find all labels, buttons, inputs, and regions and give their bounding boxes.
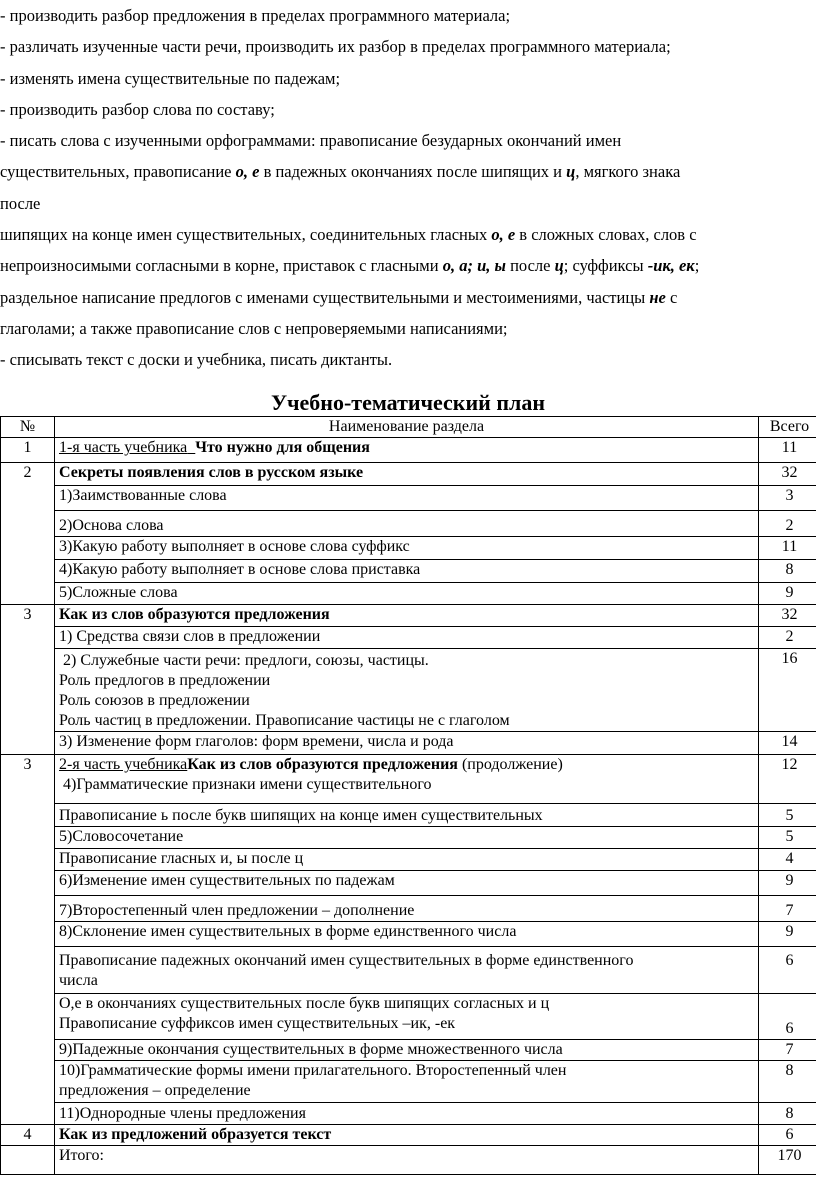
continuation: (продолжение)	[457, 756, 563, 773]
row-name: 7)Второстепенный член предложении – дополнение	[55, 896, 759, 922]
row-name: 6)Изменение имен существительных по падежам	[55, 871, 759, 896]
row-line: 4)Грамматические признаки имени существительного	[63, 776, 432, 793]
row-line: Правописание суффиксов имен существительных –ик, -ек	[59, 1015, 456, 1032]
row-num: 4	[1, 1125, 55, 1146]
page-title: Учебно-тематический план	[270, 390, 546, 415]
table-row	[1, 804, 816, 827]
table-row	[1, 649, 816, 732]
table-row	[1, 1040, 816, 1061]
row-line	[59, 755, 754, 775]
row-total: 11	[759, 438, 816, 463]
row-name	[55, 947, 759, 994]
table-row	[1, 560, 816, 583]
emphasis: не	[649, 287, 666, 307]
row-name: 1) Средства связи слов в предложении	[55, 627, 759, 649]
table-header-row	[1, 417, 816, 438]
table-row	[1, 605, 816, 627]
row-total: 11	[759, 537, 816, 560]
row-total: 5	[759, 804, 816, 827]
row-name: 1)Заимствованные слова	[55, 486, 759, 511]
emphasis: ц	[566, 162, 576, 182]
table-row	[1, 994, 816, 1040]
table-row	[1, 463, 816, 486]
table-row	[1, 871, 816, 896]
emphasis: ц	[554, 256, 564, 276]
table-row	[1, 583, 816, 605]
row-total: 9	[759, 871, 816, 896]
row-name: 3) Изменение форм глаголов: форм времени, числа и рода	[55, 732, 759, 755]
row-total: 3	[759, 486, 816, 511]
text: ;	[694, 256, 700, 276]
text: после	[505, 256, 555, 276]
table-row	[1, 755, 816, 804]
table-row	[1, 438, 816, 463]
intro-line: - писать слова с изученными орфограммами: правописание безударных окончаний имен	[0, 131, 622, 151]
row-line: предложения – определение	[59, 1082, 251, 1099]
table-row	[1, 1125, 816, 1146]
header-name: Наименование раздела	[55, 417, 759, 438]
table-row	[1, 511, 816, 537]
row-line: числа	[59, 972, 98, 989]
row-name: 9)Падежные окончания существительных в форме множественного числа	[55, 1040, 759, 1061]
row-total: 9	[759, 922, 816, 947]
intro-line: - изменять имена существительные по падежам;	[0, 68, 341, 88]
row-name: 5)Словосочетание	[55, 827, 759, 849]
row-total: 4	[759, 849, 816, 871]
intro-line: после	[0, 193, 41, 213]
total-label: Итого:	[55, 1146, 759, 1175]
row-line: 10)Грамматические формы имени прилагательного. Второстепенный член	[59, 1062, 567, 1079]
table-row	[1, 1061, 816, 1103]
table-row	[1, 896, 816, 922]
text: ; суффиксы	[563, 256, 648, 276]
row-num: 2	[1, 463, 55, 605]
row-line: 2) Служебные части речи: предлоги, союзы, частицы.	[59, 652, 429, 669]
row-total: 12	[759, 755, 816, 804]
row-line: Роль частиц в предложении. Правописание частицы не с глаголом	[59, 712, 510, 729]
intro-line: - различать изученные части речи, производить их разбор в пределах программного материала;	[0, 37, 671, 57]
emphasis: о, е	[491, 225, 516, 245]
text: , мягкого знака	[575, 162, 681, 182]
row-total: 8	[759, 1103, 816, 1125]
table-row	[1, 537, 816, 560]
intro-line: - списывать текст с доски и учебника, писать диктанты.	[0, 350, 393, 370]
row-name: Правописание ь после букв шипящих на конце имен существительных	[55, 804, 759, 827]
section-title: Секреты появления слов в русском языке	[55, 463, 759, 486]
row-total: 16	[759, 649, 816, 732]
section-title: Что нужно для общения	[195, 439, 370, 456]
intro-line	[0, 250, 816, 281]
header-num: №	[1, 417, 55, 438]
row-line: Роль союзов в предложении	[59, 692, 250, 709]
text: в сложных словах, слов с	[515, 225, 697, 245]
row-total: 7	[759, 1040, 816, 1061]
part-label: 2-я часть учебника	[59, 756, 188, 773]
text: раздельное написание предлогов с именами существительными и местоимениями, частицы	[0, 287, 650, 307]
text: в падежных окончаниях после шипящих и	[259, 162, 567, 182]
text: шипящих на конце имен существительных, соединительных гласных	[0, 225, 492, 245]
section-title: Как из слов образуются предложения	[187, 756, 458, 773]
text: существительных, правописание	[0, 162, 236, 182]
row-total: 2	[759, 627, 816, 649]
row-name: 5)Сложные слова	[55, 583, 759, 605]
row-name: 2)Основа слова	[55, 511, 759, 537]
row-total: 7	[759, 896, 816, 922]
row-total: 8	[759, 560, 816, 583]
section-title: Как из слов образуются предложения	[55, 605, 759, 627]
row-name	[55, 755, 759, 804]
table-row	[1, 947, 816, 994]
table-row	[1, 827, 816, 849]
row-total: 5	[759, 827, 816, 849]
row-line: О,е в окончаниях существительных после букв шипящих согласных и ц	[59, 995, 550, 1012]
thematic-plan-table	[0, 416, 816, 1175]
row-num: 3	[1, 605, 55, 755]
table-row	[1, 849, 816, 871]
row-total: 9	[759, 583, 816, 605]
row-name: 8)Склонение имен существительных в форме единственного числа	[55, 922, 759, 947]
row-name	[55, 438, 759, 463]
table-row	[1, 627, 816, 649]
row-num-empty	[1, 1146, 55, 1175]
row-total: 14	[759, 732, 816, 755]
table-row	[1, 1103, 816, 1125]
emphasis: о, а; и, ы	[442, 256, 506, 276]
row-total: 8	[759, 1061, 816, 1103]
row-name	[55, 649, 759, 732]
row-total: 32	[759, 605, 816, 627]
intro-line: - производить разбор слова по составу;	[0, 99, 275, 119]
row-total: 2	[759, 511, 816, 537]
row-name	[55, 1061, 759, 1103]
table-row	[1, 922, 816, 947]
row-num: 1	[1, 438, 55, 463]
row-name: 11)Однородные члены предложения	[55, 1103, 759, 1125]
row-num: 3	[1, 755, 55, 1125]
header-total: Всего	[759, 417, 816, 438]
table-total-row	[1, 1146, 816, 1175]
row-total: 32	[759, 463, 816, 486]
intro-line: - производить разбор предложения в пределах программного материала;	[0, 6, 511, 25]
table-row	[1, 732, 816, 755]
emphasis: о, е	[235, 162, 260, 182]
intro-line	[0, 219, 816, 250]
intro-line	[0, 282, 816, 313]
intro-line	[0, 156, 816, 187]
grand-total: 170	[759, 1146, 816, 1175]
row-line: Роль предлогов в предложении	[59, 672, 271, 689]
row-line: Правописание падежных окончаний имен существительных в форме единственного	[59, 952, 634, 969]
row-name: 4)Какую работу выполняет в основе слова приставка	[55, 560, 759, 583]
row-total: 6	[759, 1125, 816, 1146]
row-name	[55, 994, 759, 1040]
table-row	[1, 486, 816, 511]
row-total: 6	[759, 947, 816, 994]
row-total: 6	[759, 994, 816, 1040]
intro-line: глаголами; а также правописание слов с непроверяемыми написаниями;	[0, 318, 508, 338]
intro-text	[0, 0, 816, 376]
emphasis: -ик, ек	[647, 256, 695, 276]
text: с	[665, 287, 678, 307]
text: непроизносимыми согласными в корне, приставок с гласными	[0, 256, 443, 276]
part-label: 1-я часть учебника	[59, 439, 188, 456]
row-name: 3)Какую работу выполняет в основе слова суффикс	[55, 537, 759, 560]
row-name: Правописание гласных и, ы после ц	[55, 849, 759, 871]
section-title: Как из предложений образуется текст	[55, 1125, 759, 1146]
